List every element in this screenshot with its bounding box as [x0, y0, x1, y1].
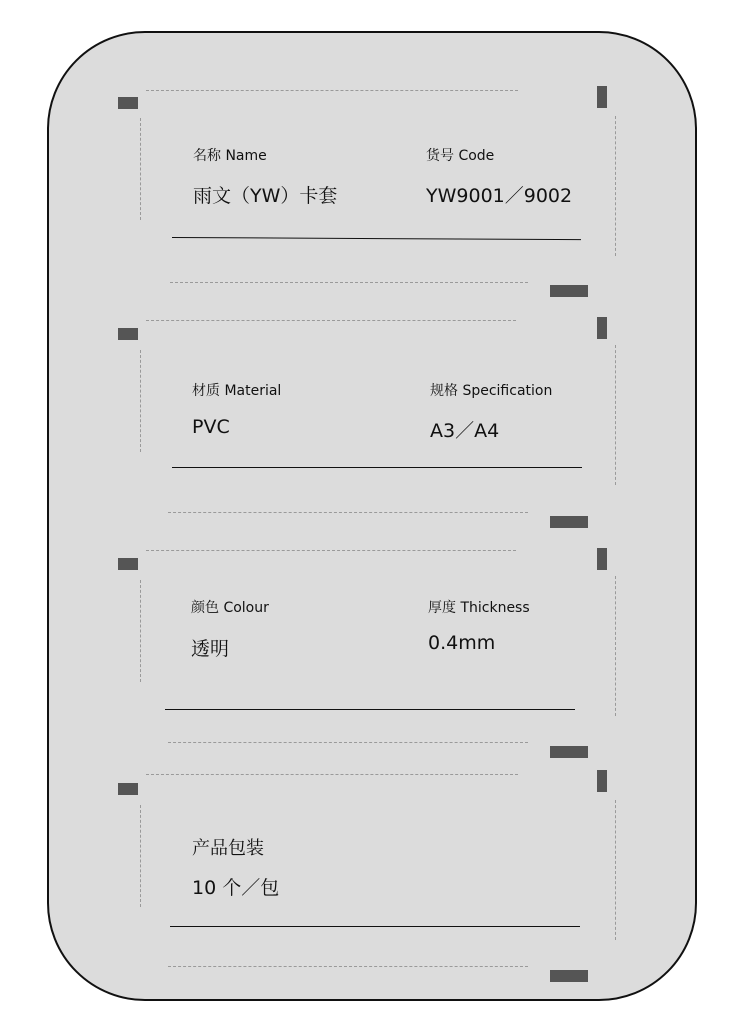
left-dashed-line [140, 580, 141, 682]
crop-mark-bottom-right [550, 746, 588, 758]
right-dashed-line [615, 576, 616, 716]
colour-label: 颜色 Colour [191, 600, 269, 616]
crop-mark-top-right [597, 317, 607, 339]
colour-value: 透明 [191, 638, 230, 660]
underline-rule [165, 709, 575, 710]
left-dashed-line [140, 805, 141, 907]
specification-value: A3／A4 [430, 420, 500, 442]
thickness-value: 0.4mm [428, 632, 496, 654]
right-dashed-line [615, 800, 616, 940]
name-label: 名称 Name [193, 148, 267, 164]
left-dashed-line [140, 350, 141, 452]
bottom-dashed-line [168, 512, 528, 513]
underline-rule [170, 926, 580, 927]
top-dashed-line [146, 550, 516, 551]
crop-mark-top-right [597, 548, 607, 570]
name-value: 雨文（YW）卡套 [193, 185, 338, 207]
crop-mark-top-right [597, 770, 607, 792]
crop-mark-left [118, 328, 138, 340]
material-value: PVC [192, 416, 230, 438]
bottom-dashed-line [168, 742, 528, 743]
crop-mark-bottom-right [550, 970, 588, 982]
bottom-dashed-line [168, 966, 528, 967]
underline-rule [172, 467, 582, 468]
packaging-value: 10 个／包 [192, 877, 280, 899]
thickness-label: 厚度 Thickness [428, 600, 530, 616]
code-value: YW9001／9002 [426, 185, 573, 207]
crop-mark-bottom-right [550, 516, 588, 528]
code-label: 货号 Code [426, 148, 495, 164]
crop-mark-left [118, 783, 138, 795]
packaging-label: 产品包装 [192, 838, 264, 859]
right-dashed-line [615, 345, 616, 485]
bottom-dashed-line [170, 282, 528, 283]
crop-mark-left [118, 558, 138, 570]
specification-label: 规格 Specification [430, 383, 553, 399]
crop-mark-bottom-right [550, 285, 588, 297]
material-label: 材质 Material [192, 383, 282, 399]
top-dashed-line [146, 320, 516, 321]
top-dashed-line [146, 774, 518, 775]
